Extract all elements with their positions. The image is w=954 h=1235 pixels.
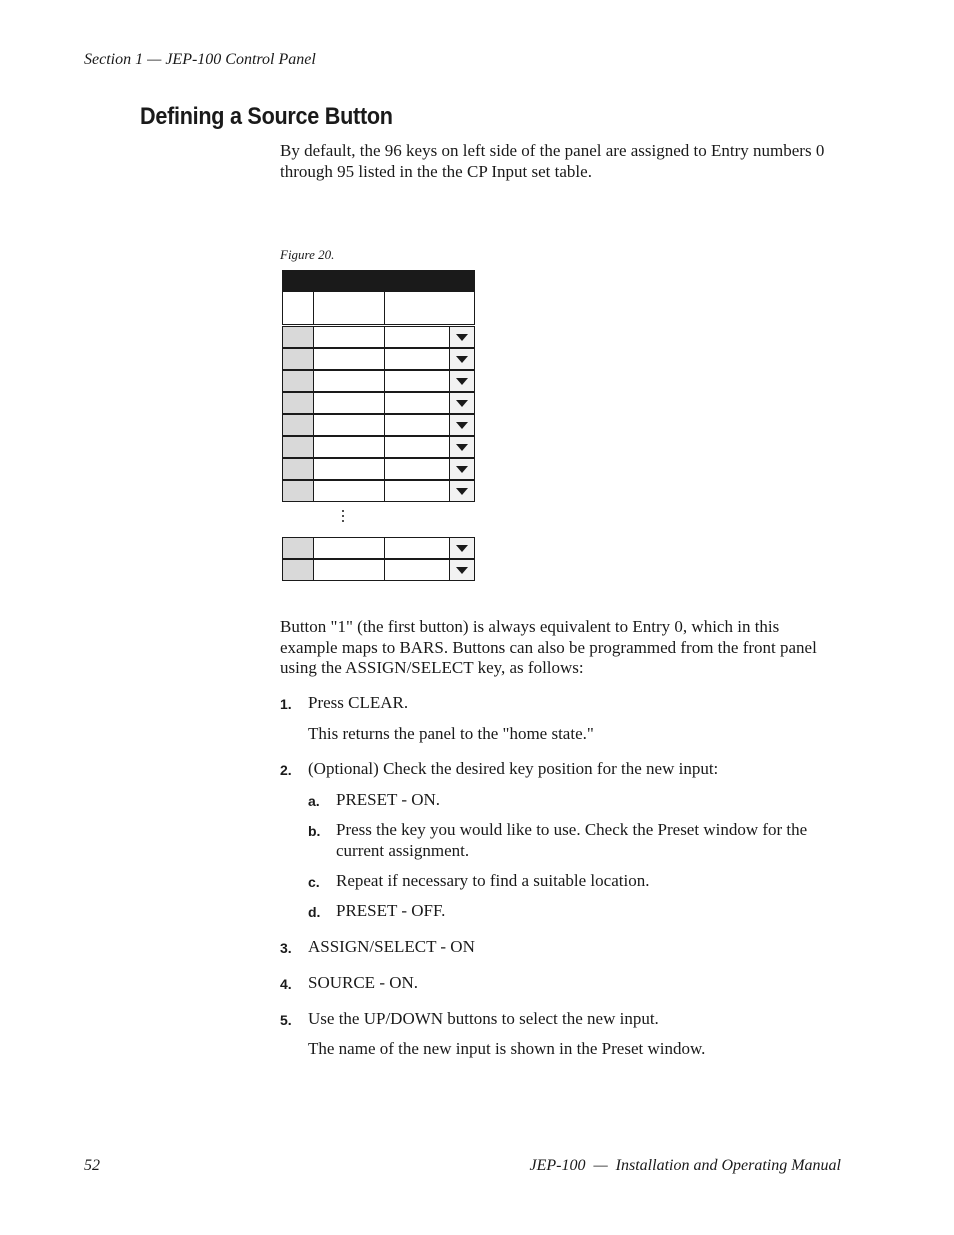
step-note: The name of the new input is shown in the Preset window.: [308, 1039, 706, 1058]
dropdown-arrow-icon[interactable]: [449, 458, 475, 480]
step-number: 5.: [280, 1012, 292, 1028]
dropdown-arrow-icon[interactable]: [449, 537, 475, 559]
table-row: [282, 537, 476, 559]
cp-input-table-figure: [282, 270, 476, 582]
substep-text: PRESET - OFF.: [336, 901, 446, 920]
input-name-cell[interactable]: [313, 348, 385, 370]
body-paragraph: Button "1" (the first button) is always equivalent to Entry 0, which in this example maps to BARS. Buttons can also be programmed from the front panel using the ASSIGN/SELECT key, as follows:: [280, 617, 817, 677]
row-number-cell: [282, 436, 314, 458]
vertical-ellipsis-icon: [342, 510, 346, 525]
running-header: Section 1 — JEP-100 Control Panel: [84, 51, 316, 68]
input-name-cell[interactable]: [313, 559, 385, 581]
source-cell[interactable]: [384, 436, 450, 458]
table-row: [282, 348, 476, 370]
source-cell[interactable]: [384, 480, 450, 502]
substep-text: PRESET - ON.: [336, 790, 441, 809]
manual-title: JEP-100 — Installation and Operating Manual: [529, 1157, 841, 1174]
dropdown-arrow-icon[interactable]: [449, 348, 475, 370]
step-number: 4.: [280, 976, 292, 992]
row-number-cell: [282, 348, 314, 370]
section-title: Defining a Source Button: [140, 103, 393, 130]
table-header-cell: [384, 292, 475, 325]
substep-letter: d.: [308, 904, 321, 920]
source-cell[interactable]: [384, 559, 450, 581]
input-name-cell[interactable]: [313, 436, 385, 458]
source-cell[interactable]: [384, 348, 450, 370]
row-number-cell: [282, 370, 314, 392]
table-row: [282, 326, 476, 348]
table-row: [282, 559, 476, 581]
row-number-cell: [282, 458, 314, 480]
input-name-cell[interactable]: [313, 480, 385, 502]
substep-text: Press the key you would like to use. Check the Preset window for the current assignment.: [336, 820, 808, 860]
input-name-cell[interactable]: [313, 537, 385, 559]
substep-letter: b.: [308, 823, 321, 839]
source-cell[interactable]: [384, 326, 450, 348]
input-name-cell[interactable]: [313, 326, 385, 348]
dropdown-arrow-icon[interactable]: [449, 414, 475, 436]
page-number: 52: [84, 1157, 100, 1174]
table-row: [282, 370, 476, 392]
dropdown-arrow-icon[interactable]: [449, 559, 475, 581]
step-note: This returns the panel to the "home state.": [308, 724, 594, 743]
row-number-cell: [282, 480, 314, 502]
source-cell[interactable]: [384, 537, 450, 559]
substep-letter: a.: [308, 793, 320, 809]
table-row: [282, 414, 476, 436]
step-number: 2.: [280, 762, 292, 778]
step-text: (Optional) Check the desired key position for the new input:: [308, 759, 719, 778]
step-text: Use the UP/DOWN buttons to select the new input.: [308, 1009, 659, 1028]
table-row: [282, 436, 476, 458]
substep-text: Repeat if necessary to find a suitable location.: [336, 871, 650, 890]
row-number-cell: [282, 326, 314, 348]
step-number: 1.: [280, 696, 292, 712]
row-number-cell: [282, 392, 314, 414]
dropdown-arrow-icon[interactable]: [449, 436, 475, 458]
dropdown-arrow-icon[interactable]: [449, 392, 475, 414]
dropdown-arrow-icon[interactable]: [449, 326, 475, 348]
source-cell[interactable]: [384, 392, 450, 414]
table-header-cell: [282, 292, 314, 325]
input-name-cell[interactable]: [313, 414, 385, 436]
input-name-cell[interactable]: [313, 392, 385, 414]
dropdown-arrow-icon[interactable]: [449, 480, 475, 502]
substep-letter: c.: [308, 874, 320, 890]
dropdown-arrow-icon[interactable]: [449, 370, 475, 392]
table-header-cell: [313, 292, 385, 325]
input-name-cell[interactable]: [313, 458, 385, 480]
step-text: Press CLEAR.: [308, 693, 409, 712]
step-text: SOURCE - ON.: [308, 973, 419, 992]
intro-paragraph: By default, the 96 keys on left side of the panel are assigned to Entry numbers 0 through 95 listed in the the CP Input set table.: [280, 141, 825, 181]
figure-caption: Figure 20.: [280, 247, 335, 262]
row-number-cell: [282, 537, 314, 559]
row-number-cell: [282, 559, 314, 581]
table-title-bar: [282, 270, 475, 292]
input-name-cell[interactable]: [313, 370, 385, 392]
table-row: [282, 458, 476, 480]
source-cell[interactable]: [384, 370, 450, 392]
step-text: ASSIGN/SELECT - ON: [308, 937, 475, 956]
source-cell[interactable]: [384, 414, 450, 436]
source-cell[interactable]: [384, 458, 450, 480]
step-number: 3.: [280, 940, 292, 956]
table-row: [282, 480, 476, 502]
table-row: [282, 392, 476, 414]
row-number-cell: [282, 414, 314, 436]
